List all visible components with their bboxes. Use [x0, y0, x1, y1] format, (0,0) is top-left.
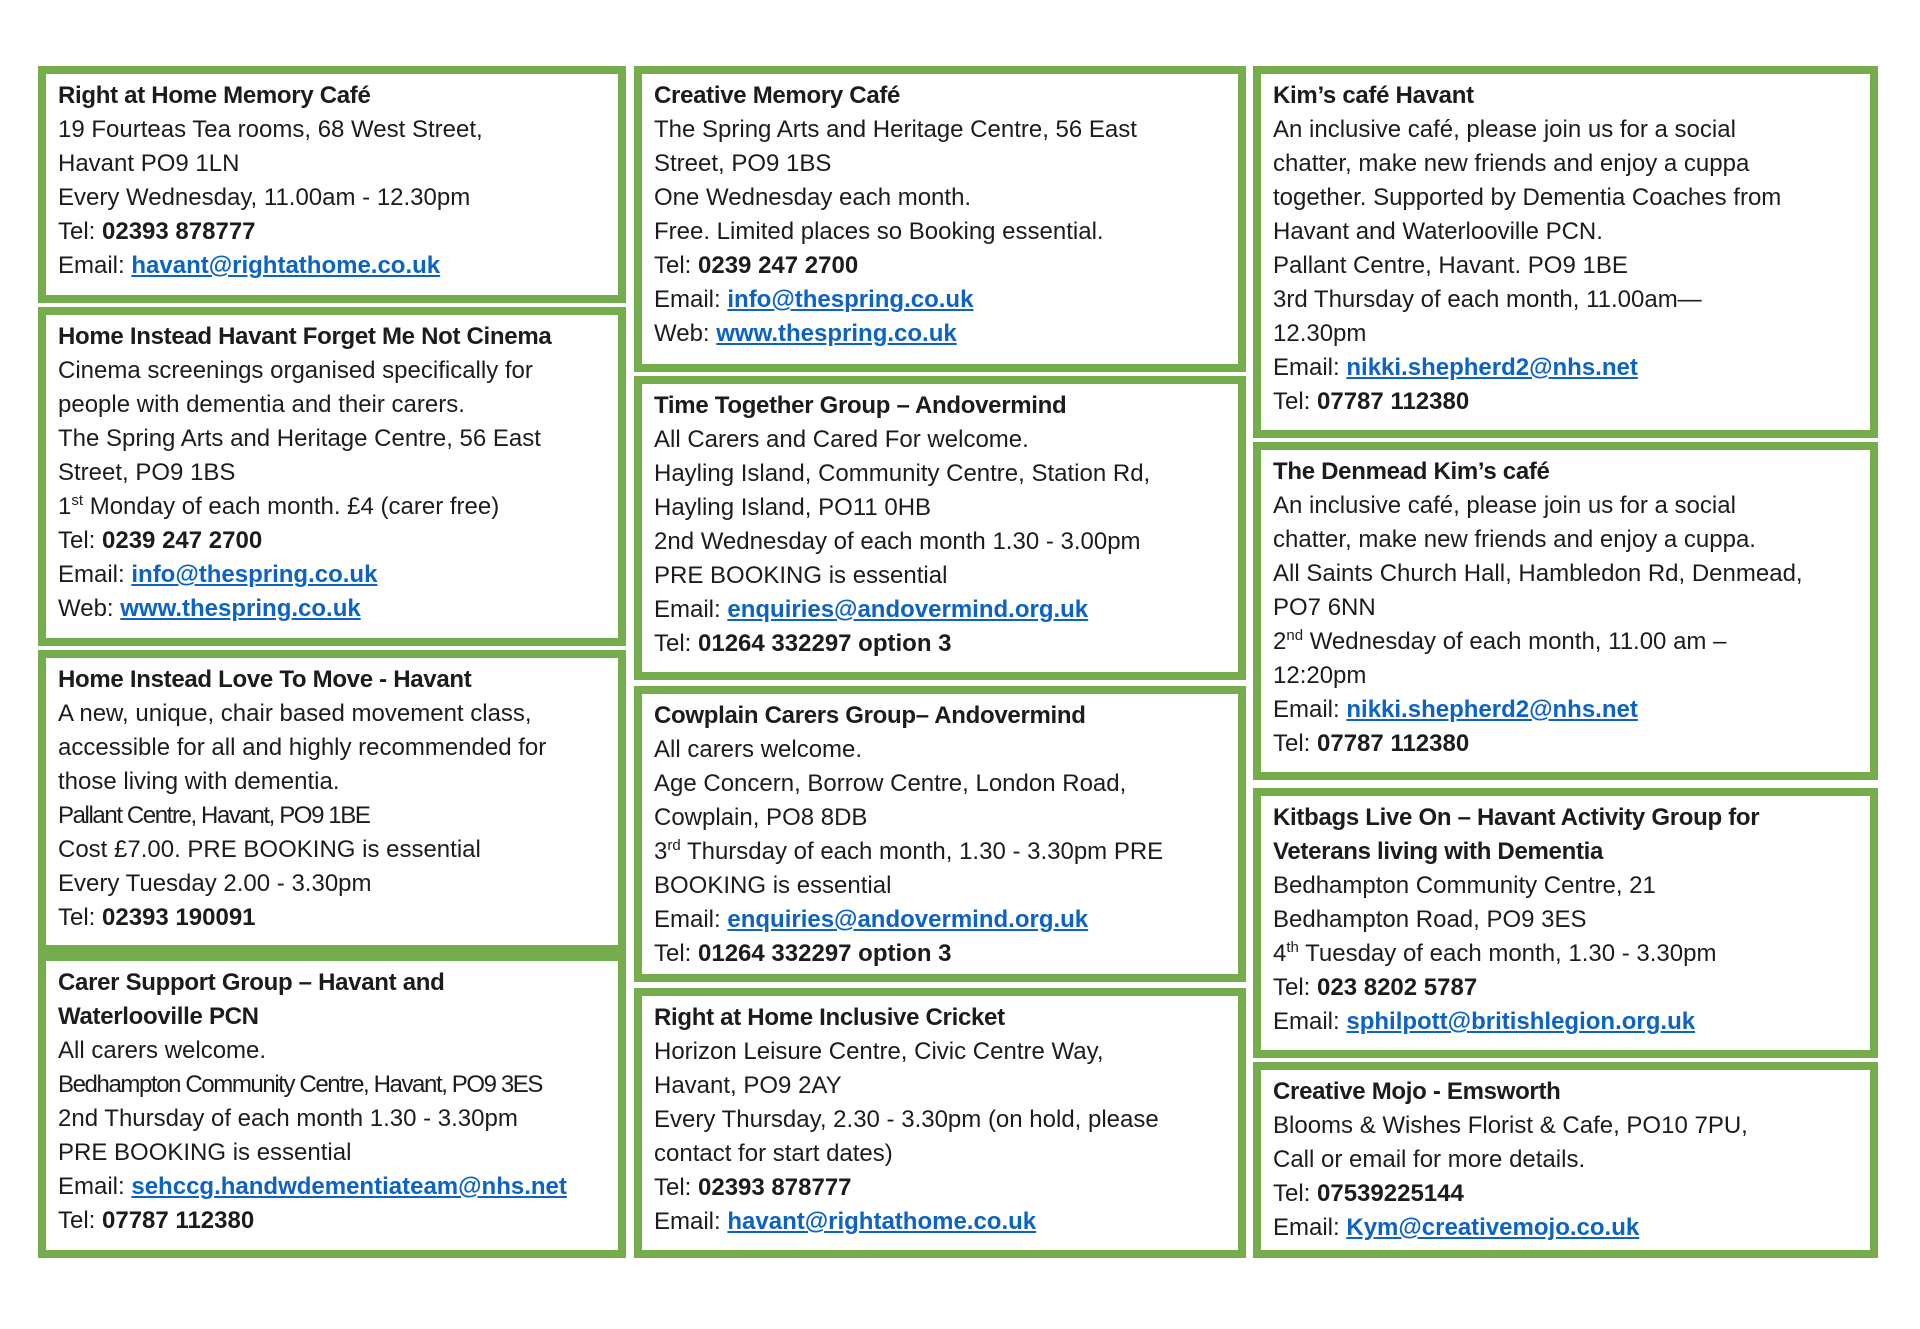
card-text: chatter, make new friends and enjoy a cuppa.	[1273, 526, 1756, 553]
card-text: PRE BOOKING is essential	[58, 1139, 352, 1166]
card-text: The Spring Arts and Heritage Centre, 56 East	[58, 425, 541, 452]
card-text: Email:	[1273, 696, 1347, 723]
card-line	[654, 113, 1226, 147]
card-text: Tel:	[1273, 1180, 1318, 1207]
card-text: Monday of each month. £4 (carer free)	[83, 493, 500, 520]
card-line	[654, 491, 1226, 525]
card-text: Tel:	[1273, 974, 1318, 1001]
card-text: Email:	[58, 252, 132, 279]
card-line	[58, 799, 606, 833]
card-text: people with dementia and their carers.	[58, 391, 465, 418]
card-text: All carers welcome.	[654, 736, 863, 763]
card-line	[1273, 147, 1858, 181]
card-text: Call or email for more details.	[1273, 1146, 1586, 1173]
card-title: Home Instead Havant Forget Me Not Cinema	[58, 323, 552, 350]
card-text: accessible for all and highly recommended for	[58, 734, 547, 761]
card-carer-support-group-pcn	[38, 953, 626, 1258]
card-text: chatter, make new friends and enjoy a cuppa	[1273, 150, 1750, 177]
card-text: 19 Fourteas Tea rooms, 68 West Street,	[58, 116, 483, 143]
card-line	[58, 181, 606, 215]
card-line	[1273, 351, 1858, 385]
card-text: Web:	[654, 320, 717, 347]
card-line	[58, 731, 606, 765]
card-title: Right at Home Inclusive Cricket	[654, 1004, 1005, 1031]
card-line	[654, 733, 1226, 767]
card-text: BOOKING is essential	[654, 872, 892, 899]
card-line	[58, 697, 606, 731]
phone-number: 07539225144	[1317, 1180, 1464, 1207]
card-text: contact for start dates)	[654, 1140, 893, 1167]
card-text: Email:	[1273, 1008, 1347, 1035]
card-line	[58, 422, 606, 456]
web-link[interactable]: www.thespring.co.uk	[120, 595, 361, 622]
card-text: An inclusive café, please join us for a social	[1273, 116, 1736, 143]
card-line	[654, 317, 1226, 351]
card-line	[654, 593, 1226, 627]
card-line	[58, 901, 606, 935]
card-line	[58, 663, 606, 697]
card-line	[58, 833, 606, 867]
card-line	[58, 249, 606, 283]
card-text: Wednesday of each month, 11.00 am –	[1303, 628, 1727, 655]
card-text: Hayling Island, PO11 0HB	[654, 494, 932, 521]
card-line	[1273, 385, 1858, 419]
card-text: Street, PO9 1BS	[654, 150, 832, 177]
card-creative-mojo-emsworth	[1253, 1062, 1878, 1258]
card-title: Home Instead Love To Move - Havant	[58, 666, 472, 693]
card-line	[58, 354, 606, 388]
card-text: 2	[1273, 628, 1287, 655]
phone-number: 07787 112380	[102, 1207, 255, 1234]
card-title: Kitbags Live On – Havant Activity Group for	[1273, 804, 1760, 831]
card-text: Cost £7.00. PRE BOOKING is essential	[58, 836, 481, 863]
card-text: 2nd Wednesday of each month 1.30 - 3.00pm	[654, 528, 1141, 555]
card-line	[654, 181, 1226, 215]
card-text: Email:	[654, 906, 728, 933]
card-kitbags-live-on	[1253, 788, 1878, 1058]
card-text: Tel:	[654, 940, 699, 967]
card-line	[1273, 835, 1858, 869]
card-text: Hayling Island, Community Centre, Station Rd,	[654, 460, 1151, 487]
card-text: Email:	[58, 561, 132, 588]
card-line	[58, 79, 606, 113]
card-line	[1273, 523, 1858, 557]
card-line	[58, 1204, 606, 1238]
card-cowplain-carers-group	[634, 686, 1246, 982]
card-line	[1273, 971, 1858, 1005]
card-text: All Saints Church Hall, Hambledon Rd, Denmead,	[1273, 560, 1803, 587]
card-text: Email:	[654, 596, 728, 623]
card-line	[654, 559, 1226, 593]
phone-number: 02393 878777	[698, 1174, 852, 1201]
card-line	[654, 249, 1226, 283]
card-line	[58, 966, 606, 1000]
card-line	[654, 389, 1226, 423]
card-line	[654, 767, 1226, 801]
card-line	[58, 490, 606, 524]
card-title: Creative Memory Café	[654, 82, 901, 109]
card-line	[654, 457, 1226, 491]
card-line	[654, 79, 1226, 113]
card-line	[1273, 181, 1858, 215]
card-text: 12.30pm	[1273, 320, 1367, 347]
card-title: Right at Home Memory Café	[58, 82, 371, 109]
card-text: Email:	[1273, 354, 1347, 381]
card-text: Age Concern, Borrow Centre, London Road,	[654, 770, 1127, 797]
card-line	[58, 215, 606, 249]
card-text: Email:	[1273, 1214, 1347, 1241]
card-line	[1273, 727, 1858, 761]
card-text: PRE BOOKING is essential	[654, 562, 948, 589]
card-text: Thursday of each month, 1.30 - 3.30pm PRE	[680, 838, 1164, 865]
card-line	[1273, 79, 1858, 113]
card-line	[654, 1001, 1226, 1035]
card-love-to-move-havant	[38, 650, 626, 953]
card-text: Tel:	[654, 630, 699, 657]
card-text: rd	[667, 837, 681, 854]
card-text: Havant, PO9 2AY	[654, 1072, 842, 1099]
card-title: Creative Mojo - Emsworth	[1273, 1078, 1561, 1105]
card-text: 1	[58, 493, 72, 520]
card-line	[1273, 1211, 1858, 1245]
card-line	[58, 147, 606, 181]
card-line	[58, 1170, 606, 1204]
card-line	[1273, 801, 1858, 835]
card-title: Kim’s café Havant	[1273, 82, 1474, 109]
card-line	[654, 1103, 1226, 1137]
card-line	[1273, 1143, 1858, 1177]
card-time-together-group	[634, 376, 1246, 680]
card-text: Havant PO9 1LN	[58, 150, 240, 177]
phone-number: 01264 332297 option 3	[698, 630, 952, 657]
phone-number: 01264 332297 option 3	[698, 940, 952, 967]
phone-number: 023 8202 5787	[1317, 974, 1478, 1001]
card-line	[1273, 625, 1858, 659]
card-line	[1273, 283, 1858, 317]
card-text: Cinema screenings organised specifically for	[58, 357, 533, 384]
card-line	[58, 867, 606, 901]
card-text: Pallant Centre, Havant. PO9 1BE	[1273, 252, 1628, 279]
phone-number: 07787 112380	[1317, 388, 1470, 415]
card-line	[654, 903, 1226, 937]
web-link[interactable]: www.thespring.co.uk	[716, 320, 957, 347]
card-text: The Spring Arts and Heritage Centre, 56 East	[654, 116, 1137, 143]
card-text: Every Wednesday, 11.00am - 12.30pm	[58, 184, 471, 211]
card-line	[1273, 215, 1858, 249]
card-text: Blooms & Wishes Florist & Cafe, PO10 7PU,	[1273, 1112, 1748, 1139]
email-link[interactable]: enquiries@andovermind.org.uk	[727, 906, 1089, 933]
card-line	[654, 1069, 1226, 1103]
card-line	[1273, 1109, 1858, 1143]
card-text: Tel:	[58, 218, 103, 245]
card-text: Email:	[654, 1208, 728, 1235]
card-text: together. Supported by Dementia Coaches from	[1273, 184, 1782, 211]
card-title: Veterans living with Dementia	[1273, 838, 1604, 865]
card-title: Time Together Group – Andovermind	[654, 392, 1067, 419]
card-text: Horizon Leisure Centre, Civic Centre Way,	[654, 1038, 1104, 1065]
card-line	[1273, 659, 1858, 693]
card-line	[654, 1035, 1226, 1069]
card-line	[654, 423, 1226, 457]
email-link[interactable]: nikki.shepherd2@nhs.net	[1346, 354, 1638, 381]
card-line	[1273, 1005, 1858, 1039]
card-line	[1273, 113, 1858, 147]
card-line	[1273, 693, 1858, 727]
card-text: Free. Limited places so Booking essential.	[654, 218, 1104, 245]
card-text: Tel:	[1273, 388, 1318, 415]
email-link[interactable]: nikki.shepherd2@nhs.net	[1346, 696, 1638, 723]
card-text: st	[71, 492, 84, 509]
card-line	[654, 215, 1226, 249]
card-text: One Wednesday each month.	[654, 184, 972, 211]
card-text: th	[1286, 939, 1299, 956]
card-line	[58, 1136, 606, 1170]
card-line	[58, 113, 606, 147]
card-text: Havant and Waterlooville PCN.	[1273, 218, 1603, 245]
card-line	[654, 869, 1226, 903]
card-line	[58, 524, 606, 558]
card-text: Bedhampton Road, PO9 3ES	[1273, 906, 1587, 933]
email-link[interactable]: info@thespring.co.uk	[727, 286, 974, 313]
email-link[interactable]: sphilpott@britishlegion.org.uk	[1346, 1008, 1696, 1035]
card-kims-cafe-havant	[1253, 66, 1878, 438]
card-text: 3	[654, 838, 668, 865]
card-line	[1273, 869, 1858, 903]
card-text: Tel:	[58, 904, 103, 931]
card-text: Pallant Centre, Havant, PO9 1BE	[58, 802, 370, 829]
card-line	[58, 558, 606, 592]
card-text: 3rd Thursday of each month, 11.00am—	[1273, 286, 1702, 313]
card-text: 12:20pm	[1273, 662, 1367, 689]
card-forget-me-not-cinema	[38, 307, 626, 646]
card-inclusive-cricket	[634, 988, 1246, 1258]
card-text: A new, unique, chair based movement class,	[58, 700, 532, 727]
card-line	[1273, 317, 1858, 351]
card-text: Every Tuesday 2.00 - 3.30pm	[58, 870, 372, 897]
phone-number: 0239 247 2700	[102, 527, 263, 554]
card-text: Tel:	[58, 527, 103, 554]
card-text: nd	[1286, 627, 1304, 644]
card-denmead-kims-cafe	[1253, 442, 1878, 780]
card-title: Carer Support Group – Havant and	[58, 969, 445, 996]
card-line	[58, 1034, 606, 1068]
phone-number: 0239 247 2700	[698, 252, 859, 279]
card-text: 2nd Thursday of each month 1.30 - 3.30pm	[58, 1105, 518, 1132]
phone-number: 02393 878777	[102, 218, 256, 245]
card-line	[654, 1137, 1226, 1171]
card-line	[1273, 591, 1858, 625]
card-text: those living with dementia.	[58, 768, 340, 795]
card-line	[58, 388, 606, 422]
card-line	[654, 627, 1226, 661]
email-link[interactable]: havant@rightathome.co.uk	[727, 1208, 1037, 1235]
card-text: Every Thursday, 2.30 - 3.30pm (on hold, please	[654, 1106, 1159, 1133]
card-line	[1273, 903, 1858, 937]
card-text: Tel:	[58, 1207, 103, 1234]
card-text: 4	[1273, 940, 1287, 967]
card-line	[1273, 489, 1858, 523]
card-title: Waterlooville PCN	[58, 1003, 259, 1030]
card-text: Web:	[58, 595, 121, 622]
card-line	[654, 283, 1226, 317]
card-line	[654, 801, 1226, 835]
card-line	[654, 937, 1226, 971]
card-line	[1273, 1075, 1858, 1109]
card-creative-memory-cafe	[634, 66, 1246, 372]
phone-number: 07787 112380	[1317, 730, 1470, 757]
card-text: Tuesday of each month, 1.30 - 3.30pm	[1298, 940, 1717, 967]
card-line	[654, 699, 1226, 733]
email-link[interactable]: enquiries@andovermind.org.uk	[727, 596, 1089, 623]
card-text: All Carers and Cared For welcome.	[654, 426, 1029, 453]
card-line	[654, 1171, 1226, 1205]
card-text: Tel:	[1273, 730, 1318, 757]
card-line	[654, 1205, 1226, 1239]
card-line	[58, 765, 606, 799]
card-line	[1273, 1177, 1858, 1211]
card-line	[58, 1068, 606, 1102]
card-line	[58, 1000, 606, 1034]
card-text: An inclusive café, please join us for a social	[1273, 492, 1736, 519]
card-line	[58, 456, 606, 490]
card-text: Email:	[58, 1173, 132, 1200]
card-text: Cowplain, PO8 8DB	[654, 804, 868, 831]
email-link[interactable]: Kym@creativemojo.co.uk	[1346, 1214, 1640, 1241]
card-title: The Denmead Kim’s café	[1273, 458, 1550, 485]
card-right-at-home-memory-cafe	[38, 66, 626, 303]
card-line	[58, 320, 606, 354]
card-text: Street, PO9 1BS	[58, 459, 236, 486]
card-text: Email:	[654, 286, 728, 313]
card-line	[1273, 557, 1858, 591]
email-link[interactable]: havant@rightathome.co.uk	[131, 252, 441, 279]
email-link[interactable]: sehccg.handwdementiateam@nhs.net	[131, 1173, 567, 1200]
card-line	[1273, 249, 1858, 283]
card-line	[1273, 937, 1858, 971]
card-line	[654, 835, 1226, 869]
card-text: PO7 6NN	[1273, 594, 1376, 621]
card-text: Tel:	[654, 1174, 699, 1201]
card-text: Tel:	[654, 252, 699, 279]
card-text: Bedhampton Community Centre, Havant, PO9 3ES	[58, 1071, 543, 1098]
card-line	[654, 525, 1226, 559]
email-link[interactable]: info@thespring.co.uk	[131, 561, 378, 588]
phone-number: 02393 190091	[102, 904, 256, 931]
card-line	[58, 1102, 606, 1136]
card-text: Bedhampton Community Centre, 21	[1273, 872, 1656, 899]
card-line	[1273, 455, 1858, 489]
card-title: Cowplain Carers Group– Andovermind	[654, 702, 1086, 729]
card-line	[654, 147, 1226, 181]
card-text: All carers welcome.	[58, 1037, 267, 1064]
card-line	[58, 592, 606, 626]
